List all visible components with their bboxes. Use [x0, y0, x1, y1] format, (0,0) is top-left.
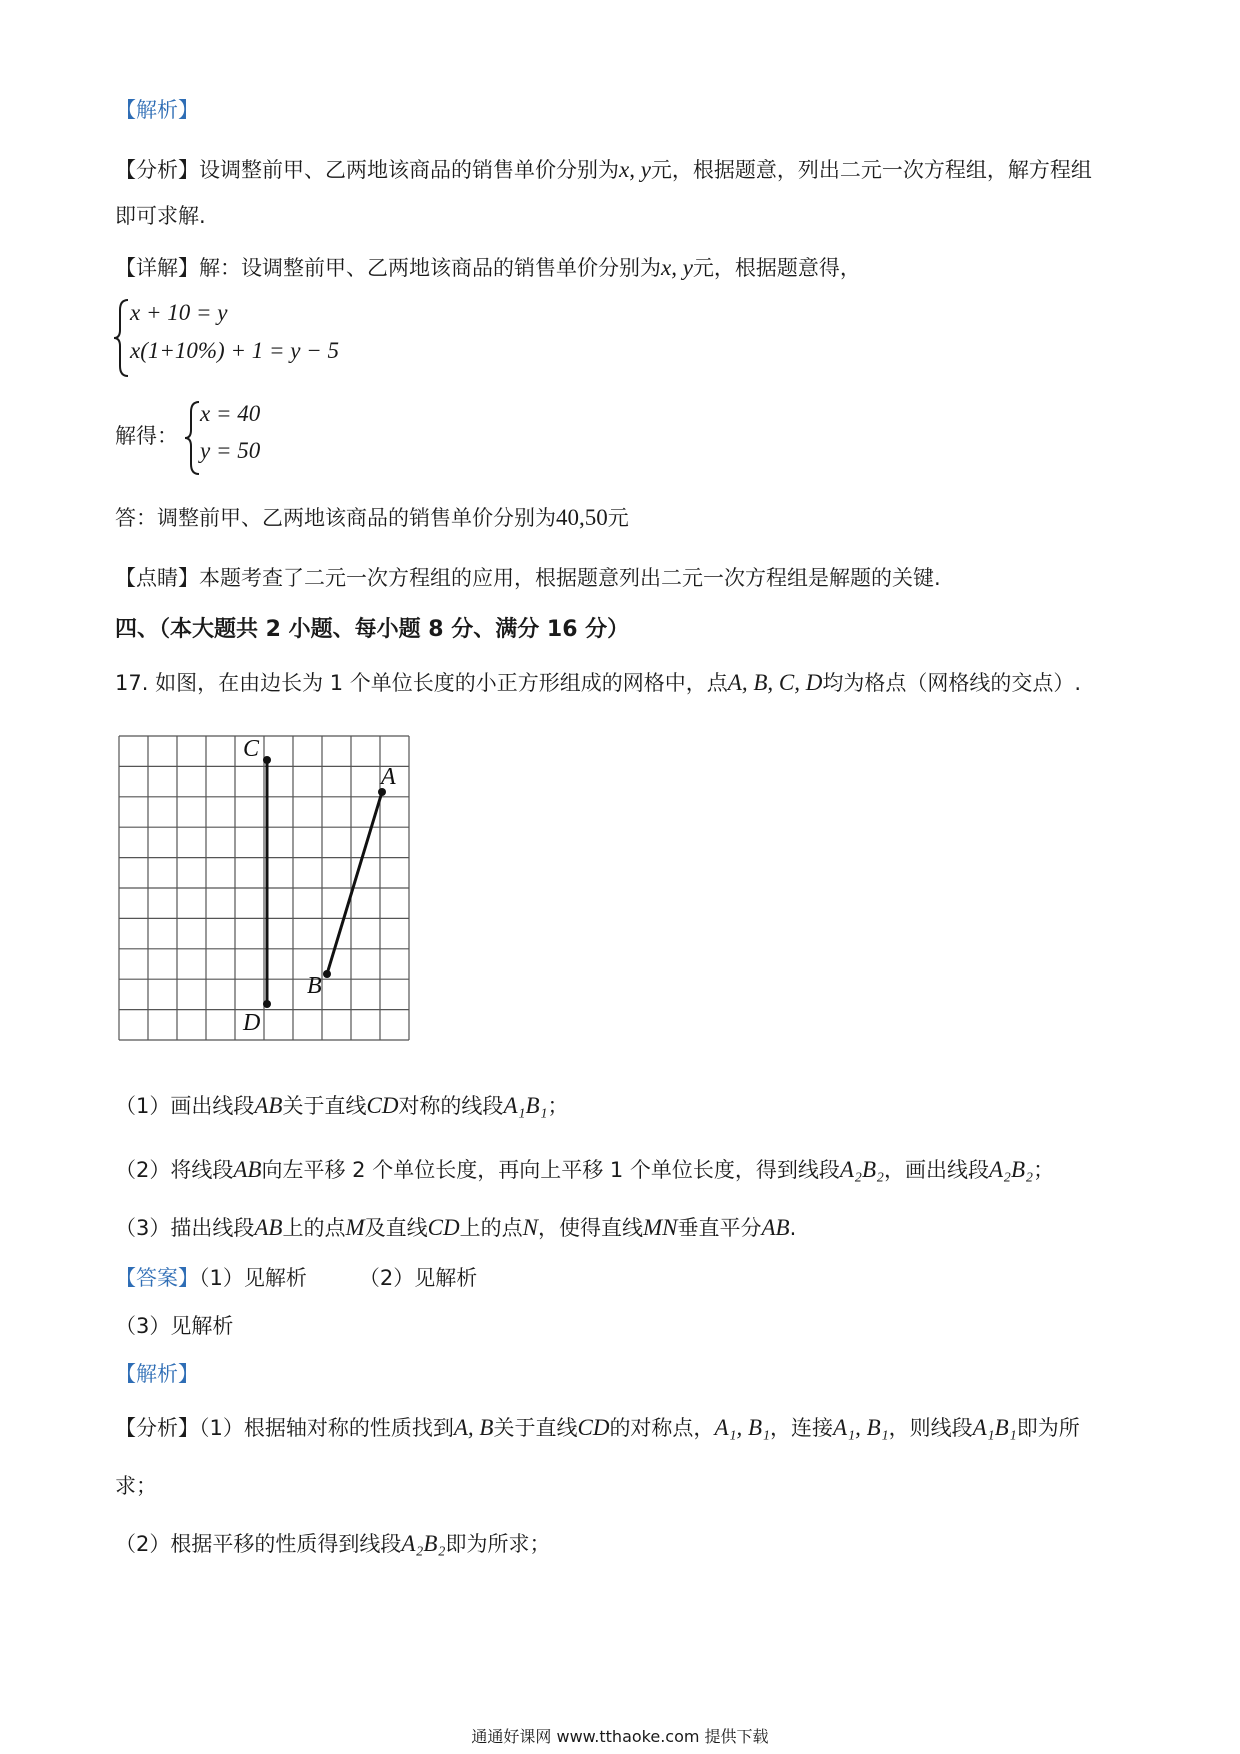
- point-b: [323, 970, 331, 978]
- q17-part2: （2）将线段AB向左平移 2 个单位长度，再向上平移 1 个单位长度，得到线段A₂B₂，画出线段A₂B₂；: [115, 1157, 1055, 1182]
- analysis-fenxi-line2: 即可求解.: [115, 204, 206, 228]
- answer-tag: 【答案】: [115, 1266, 199, 1290]
- label-a: A: [381, 764, 396, 790]
- analysis-xiangjie-line: 【详解】解：设调整前甲、乙两地该商品的销售单价分别为x, y元，根据题意得，: [115, 255, 861, 280]
- q17-answer-line2: （3）见解析: [115, 1314, 234, 1338]
- var-xy: x, y: [619, 157, 651, 182]
- answer-value: 40,50: [556, 505, 608, 530]
- system2-eq2: y = 50: [200, 438, 261, 463]
- q17-grid-figure: [117, 734, 417, 1046]
- system2-eq1: x = 40: [200, 401, 261, 426]
- q17-part3: （3）描出线段AB上的点M及直线CD上的点N，使得直线MN垂直平分AB.: [115, 1215, 797, 1240]
- q17-answer-line1: 【答案】（1）见解析 （2）见解析: [115, 1266, 478, 1290]
- analysis-fenxi-line: 【分析】设调整前甲、乙两地该商品的销售单价分别为x, y元，根据题意，列出二元一次方程组，解方程组: [115, 157, 1092, 182]
- system1-eq2: x(1+10%) + 1 = y − 5: [130, 338, 339, 363]
- segment-ab: [327, 792, 382, 974]
- answer-line: 答：调整前甲、乙两地该商品的销售单价分别为40,50元: [115, 505, 629, 530]
- q17-fenxi-line1: 【分析】（1）根据轴对称的性质找到A, B关于直线CD的对称点，A₁, B₁，连接A₁, B₁，则线段A₁B₁即为所: [115, 1415, 1080, 1440]
- points-abcd: A, B, C, D: [727, 670, 823, 695]
- q17-stem: 17. 如图，在由边长为 1 个单位长度的小正方形组成的网格中，点A, B, C, D均为格点（网格线的交点）.: [115, 670, 1082, 695]
- q17-fenxi-line3: （2）根据平移的性质得到线段A₂B₂即为所求；: [115, 1531, 551, 1556]
- xiangjie-tag: 【详解】: [115, 256, 199, 280]
- label-b: B: [307, 973, 322, 999]
- system1-eq1: x + 10 = y: [130, 300, 228, 325]
- label-d: D: [243, 1010, 261, 1036]
- section-heading: 四、（本大题共 2 小题、每小题 8 分、满分 16 分）: [115, 617, 630, 642]
- analysis-tag: 【解析】: [115, 98, 199, 122]
- q17-part1: （1）画出线段AB关于直线CD对称的线段A₁B₁；: [115, 1093, 569, 1118]
- point-d: [263, 1000, 271, 1008]
- q17-jiexi-tag: 【解析】: [115, 1362, 199, 1386]
- solve-label: 解得：: [115, 424, 178, 448]
- dianjing-tag: 【点睛】: [115, 566, 199, 590]
- dianjing-line: 【点睛】本题考查了二元一次方程组的应用，根据题意列出二元一次方程组是解题的关键.: [115, 566, 941, 590]
- fenxi-tag: 【分析】: [115, 158, 199, 182]
- label-c: C: [243, 736, 260, 762]
- left-brace-icon: [112, 298, 132, 378]
- q17-fenxi-line2: 求；: [115, 1474, 157, 1498]
- grid-lines: [119, 736, 409, 1040]
- var-xy: x, y: [661, 255, 693, 280]
- page-footer: 通通好课网 www.tthaoke.com 提供下载: [471, 1727, 769, 1746]
- point-c: [263, 756, 271, 764]
